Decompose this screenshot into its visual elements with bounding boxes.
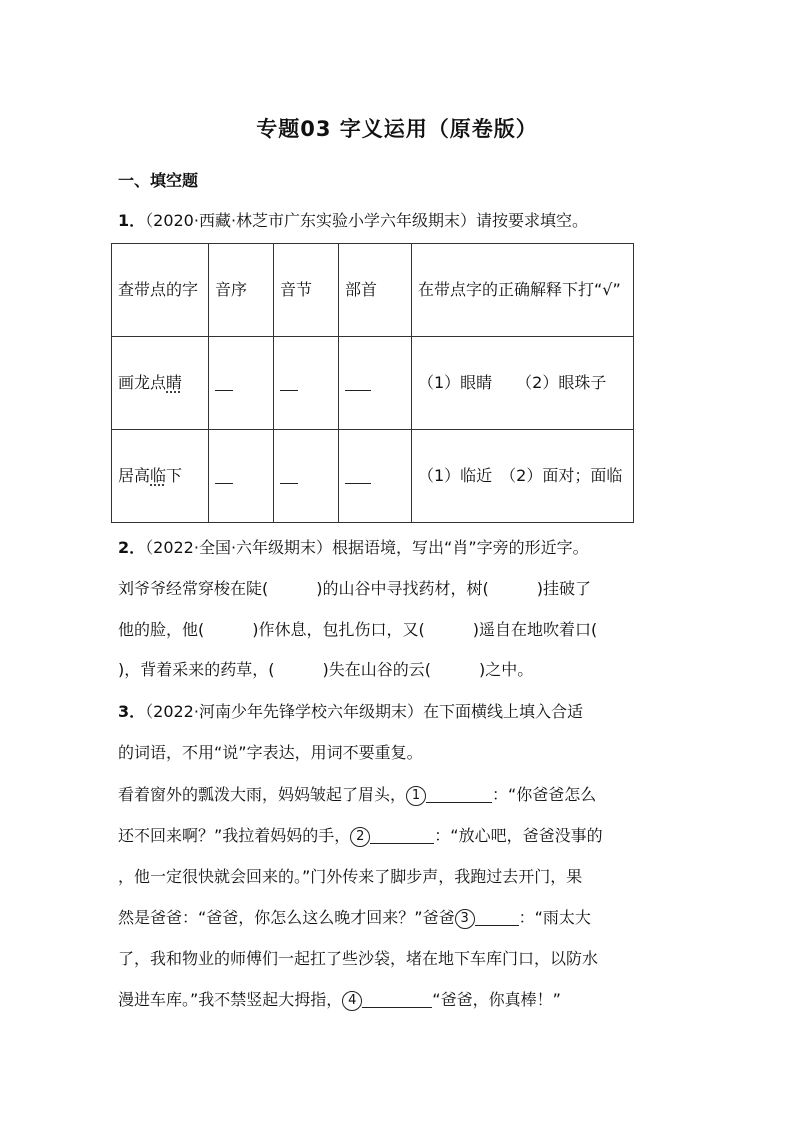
q3-text: （2022·河南少年先锋学校六年级期末）在下面横线上填入合适 [145, 702, 583, 721]
q1-number: 1． [118, 211, 146, 230]
row1-yinxu-blank[interactable] [209, 337, 274, 430]
row2-bushou-blank[interactable] [339, 430, 412, 523]
section-heading: 一、填空题 [118, 171, 199, 190]
row2-word: 居高临下 [112, 430, 209, 523]
q2-number: 2． [118, 538, 146, 557]
header-yinxu: 音序 [209, 244, 274, 337]
header-char: 查带点的字 [112, 244, 209, 337]
row1-bushou-blank[interactable] [339, 337, 412, 430]
q2-stem [118, 538, 688, 558]
q3-para-5: 了，我和物业的师傅们一起扛了些沙袋，堵在地下车库门口，以防水 [118, 949, 599, 968]
q3-para-6: 漫进车库。”我不禁竖起大拇指， 4 “爸爸，你真棒！” [118, 990, 561, 1009]
answer-blank-3[interactable] [475, 911, 519, 926]
circle-number-1: 1 [406, 786, 426, 806]
q2-line-2[interactable]: 他的脸，他( )作休息，包扎伤口，又( )遥自在地吹着口( [118, 620, 598, 639]
row1-word: 画龙点睛 [112, 337, 209, 430]
circle-number-3: 3 [455, 909, 475, 929]
page-title: 专题03 字义运用（原卷版） [256, 117, 538, 141]
q1-table [111, 243, 634, 523]
answer-blank-4[interactable] [362, 993, 432, 1008]
answer-blank-2[interactable] [370, 829, 434, 844]
q2-line-3[interactable]: )，背着采来的药草，( )失在山谷的云( )之中。 [118, 660, 534, 679]
row2-explain[interactable]: （1）临近 （2）面对；面临 [412, 430, 634, 523]
q3-para-2: 还不回来啊？”我拉着妈妈的手， 2 ：“放心吧，爸爸没事的 [118, 826, 603, 845]
q3-para-4: 然是爸爸：“爸爸，你怎么这么晚才回来？”爸爸 3 ：“雨太大 [118, 908, 591, 927]
circle-number-4: 4 [342, 991, 362, 1011]
q3-stem-2: 的词语，不用“说”字表达，用词不要重复。 [118, 743, 423, 762]
row2-yinjie-blank[interactable] [274, 430, 339, 523]
dotted-char: 睛 [166, 373, 183, 392]
answer-blank-1[interactable] [426, 788, 492, 803]
header-yinjie: 音节 [274, 244, 339, 337]
q3-para-1: 看着窗外的瓢泼大雨，妈妈皱起了眉头， 1 ：“你爸爸怎么 [118, 785, 597, 804]
q2-text: （2022·全国·六年级期末）根据语境，写出“肖”字旁的形近字。 [145, 538, 589, 557]
row1-yinjie-blank[interactable] [274, 337, 339, 430]
q3-para-3: ，他一定很快就会回来的。”门外传来了脚步声，我跑过去开门，果 [118, 867, 583, 886]
q3-number: 3． [118, 702, 146, 721]
circle-number-2: 2 [350, 827, 370, 847]
row2-yinxu-blank[interactable] [209, 430, 274, 523]
row1-explain[interactable]: （1）眼睛 （2）眼珠子 [412, 337, 634, 430]
header-explain: 在带点字的正确解释下打“√” [412, 244, 634, 337]
q2-line-1[interactable]: 刘爷爷经常穿梭在陡( )的山谷中寻找药材，树( )挂破了 [118, 579, 591, 598]
q1-text: （2020·西藏·林芝市广东实验小学六年级期末）请按要求填空。 [145, 211, 589, 230]
q1-stem [118, 211, 688, 231]
q3-stem [118, 702, 688, 722]
header-bushou: 部首 [339, 244, 412, 337]
dotted-char: 临 [150, 466, 167, 485]
